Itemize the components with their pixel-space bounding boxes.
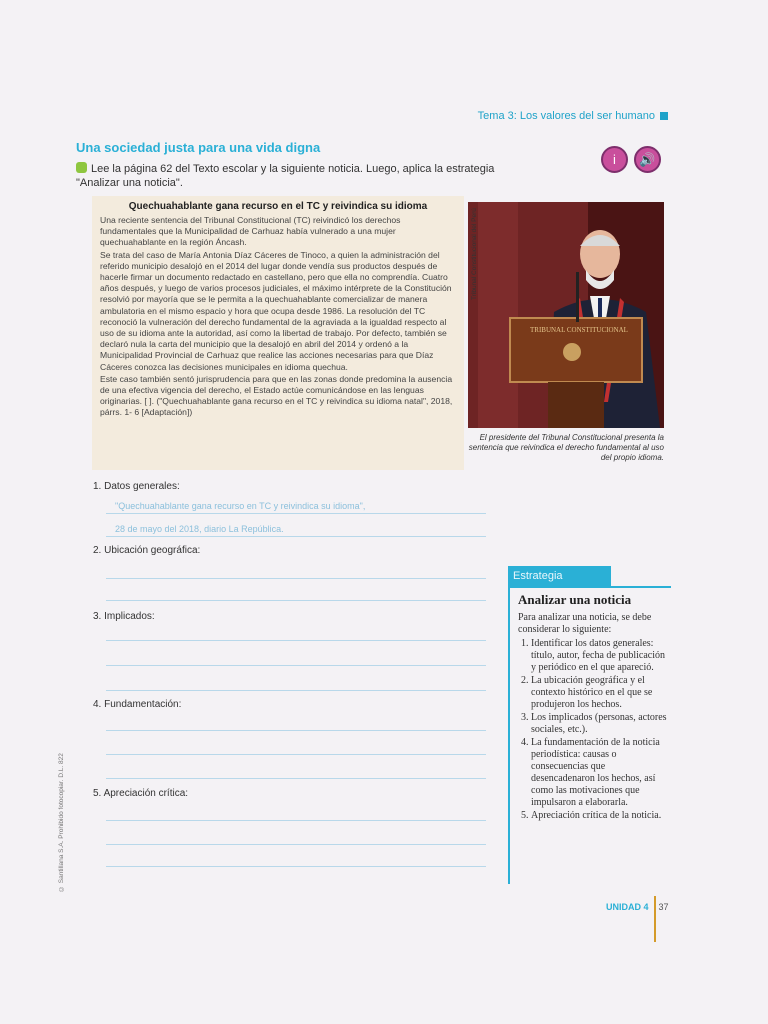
topic-title: Tema 3: Los valores del ser humano (477, 110, 655, 122)
news-headline: Quechuahablante gana recurso en el TC y reivindica su idioma (128, 201, 428, 212)
news-photo (468, 202, 664, 428)
strategy-title: Analizar una noticia (518, 592, 632, 607)
instructions-text: Lee la página 62 del Texto escolar y la siguiente noticia. Luego, aplica la estrategia "Analizar una noticia". (76, 163, 495, 189)
strategy-step: 2. La ubicación geográfica y el contexto histórico en el que se produjeron los hechos. (531, 675, 668, 711)
answer-line[interactable] (106, 513, 486, 514)
strategy-divider (508, 586, 671, 588)
news-paragraph: Se trata del caso de María Antonia Díaz Cáceres de Tinoco, a quien la administración del referido municipio desalojó en el 2014 del lugar donde vendía sus productos después de hacerle firmar un documento redactado en castellano, pero que ella no comprendía. Cuatro años después, y luego de varios procesos judiciales, el máximo intérprete de la Constitución resolvió por mayoría que se le permita a la quechuahablante comercializar de manera ambulatoria en el mismo espacio y hora que ocupa desde 1986. La resolución del TC reconoció la vulneración del derecho fundamental de la agraviada a la igualdad respecto al uso de su idioma ante la autoridad, así como la libertad de trabajo. Por defecto, también se declaró nula la carta del municipio que la desalojó en abril del 2014 y ordenó a la Municipalidad Provincial de Carhuaz que realice las acciones necesarias para que Díaz Cáceres conozca las decisiones municipales en idioma quechua. (100, 249, 452, 372)
news-paragraph: Una reciente sentencia del Tribunal Constitucional (TC) reivindicó los derechos fundamentales que la Municipalidad de Carhuaz había vulnerado a una mujer quechuahablante en la región Áncash. (100, 215, 401, 248)
answer-line[interactable] (106, 640, 486, 641)
info-icon[interactable]: i (601, 146, 628, 173)
strategy-tab: Estrategia (508, 566, 611, 586)
question-implicados: 3. Implicados: (93, 611, 155, 622)
question-datos-generales: 1. Datos generales: (93, 481, 180, 492)
podium-label: TRIBUNAL CONSTITUCIONAL (530, 326, 628, 334)
photo-credit: Tribunal Constitucional del Perú (471, 208, 478, 300)
audio-icon[interactable]: 🔊 (634, 146, 661, 173)
news-body (100, 215, 458, 420)
answer-line[interactable] (106, 600, 486, 601)
photo-illustration (468, 202, 664, 428)
strategy-step: 1. Identificar los datos generales: título, autor, fecha de publicación y periódico en el que apareció. (531, 638, 668, 674)
footer-bar (654, 896, 656, 942)
page-footer (606, 902, 669, 912)
question-fundamentacion: 4. Fundamentación: (93, 699, 182, 710)
question-ubicacion: 2. Ubicación geográfica: (93, 545, 201, 556)
answer-line[interactable] (106, 778, 486, 779)
copyright-notice: © Santillana S.A. Prohibido fotocopiar. D.L. 822 (58, 753, 65, 892)
bullet-icon (76, 162, 87, 173)
answer-line[interactable] (106, 690, 486, 691)
instructions (76, 162, 506, 190)
strategy-steps (518, 638, 668, 822)
question-apreciacion: 5. Apreciación crítica: (93, 788, 189, 799)
square-icon (660, 112, 668, 120)
strategy-step: 4. La fundamentación de la noticia periodística: causas o consecuencias que desencadenaron los hechos, así como las motivaciones que impulsaron a elaborarla. (531, 737, 668, 809)
strategy-border (508, 586, 510, 884)
resource-icons (601, 146, 661, 173)
answer-line[interactable] (106, 730, 486, 731)
answer-line-1: "Quechuahablante gana recurso en TC y reivindica su idioma", (115, 501, 366, 511)
answer-line[interactable] (106, 578, 486, 579)
answer-line[interactable] (106, 754, 486, 755)
strategy-intro: Para analizar una noticia, se debe considerar lo siguiente: (518, 612, 652, 635)
news-paragraph: Este caso también sentó jurisprudencia para que en las zonas donde predomina la ausencia de una efectiva vigencia del derecho, el Estado actúe comunicándose en las lenguas originarias. [ ]. ("Quechuahablante gana recurso en el TC y reivindica su idioma natal", 2018, párrs. 1- 6 [Adaptación]) (100, 373, 453, 418)
answer-line[interactable] (106, 536, 486, 537)
strategy-step: 3. Los implicados (personas, actores sociales, etc.). (531, 712, 668, 736)
page-number: 37 (658, 902, 669, 912)
answer-line[interactable] (106, 665, 486, 666)
answer-line[interactable] (106, 866, 486, 867)
section-title: Una sociedad justa para una vida digna (76, 140, 321, 155)
unit-label: UNIDAD 4 (606, 902, 649, 912)
strategy-step: 5. Apreciación crítica de la noticia. (531, 810, 668, 822)
photo-caption: El presidente del Tribunal Constitucional presenta la sentencia que reivindica el derecho fundamental al uso del propio idioma. (468, 433, 664, 462)
answer-line[interactable] (106, 844, 486, 845)
news-box (92, 196, 464, 470)
strategy-content (518, 612, 668, 823)
answer-line-2: 28 de mayo del 2018, diario La República. (115, 524, 284, 534)
topic-header (478, 110, 668, 122)
answer-line[interactable] (106, 820, 486, 821)
